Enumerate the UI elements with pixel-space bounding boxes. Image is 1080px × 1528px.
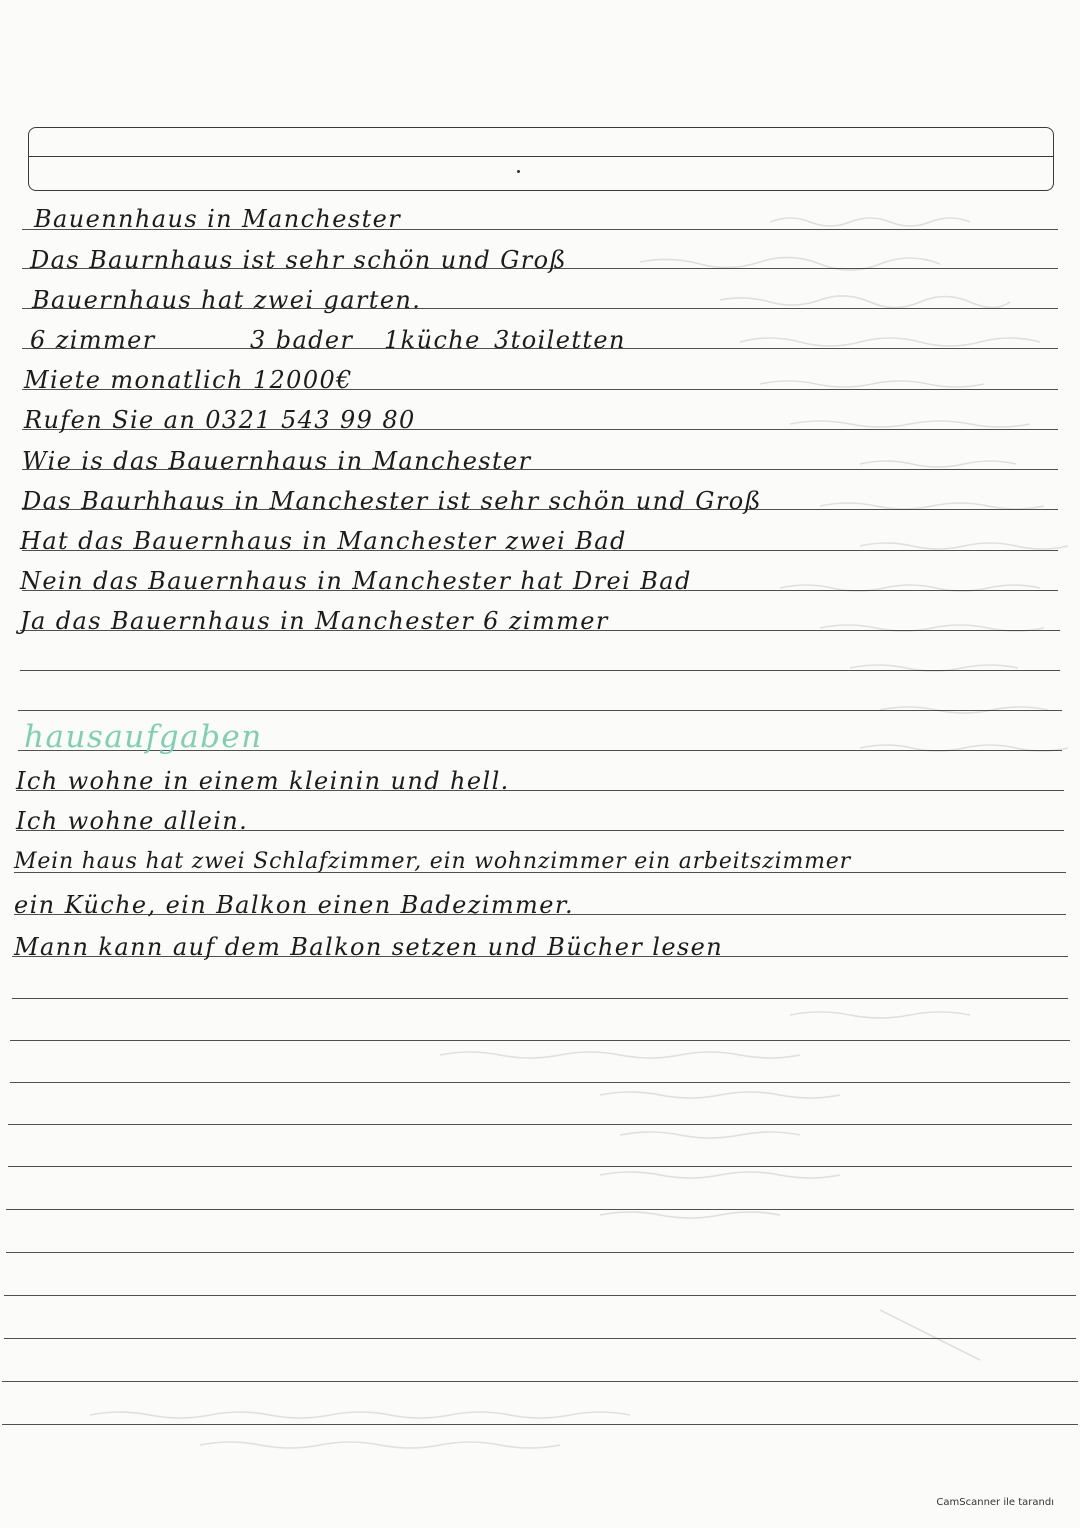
handwritten-line: Wie is das Bauernhaus in Manchester <box>22 447 532 475</box>
ruled-line <box>6 1209 1074 1210</box>
ruled-line <box>4 1295 1076 1296</box>
ruled-line <box>10 1082 1070 1083</box>
ruled-line <box>2 1381 1078 1382</box>
handwritten-line: Nein das Bauernhaus in Manchester hat Drei Bad <box>20 567 692 595</box>
ruled-line <box>18 710 1062 711</box>
handwritten-line: 1küche <box>384 326 481 354</box>
handwritten-line: Hat das Bauernhaus in Manchester zwei Bad <box>20 527 627 555</box>
homework-line: Ich wohne allein. <box>16 807 249 835</box>
ruled-line <box>2 1424 1078 1425</box>
handwritten-line: Das Baurnhaus ist sehr schön und Groß <box>30 246 567 274</box>
homework-heading: hausaufgaben <box>24 719 263 755</box>
header-divider <box>29 156 1053 157</box>
ruled-line <box>12 998 1068 999</box>
ruled-line <box>4 1338 1076 1339</box>
header-box <box>28 127 1054 191</box>
handwritten-line: 6 zimmer <box>30 326 156 354</box>
ruled-line <box>10 1040 1070 1041</box>
homework-line: Ich wohne in einem kleinin und hell. <box>16 767 510 795</box>
homework-line: Mein haus hat zwei Schlafzimmer, ein wohnzimmer ein arbeitszimmer <box>14 849 851 874</box>
handwritten-line: 3toiletten <box>494 326 626 354</box>
handwritten-line: Bauernhaus hat zwei garten. <box>32 286 422 314</box>
ruled-line <box>8 1124 1072 1125</box>
ruled-line <box>8 1166 1072 1167</box>
handwritten-line: Das Baurhhaus in Manchester ist sehr schön und Groß <box>22 487 762 515</box>
ruled-line <box>20 670 1060 671</box>
header-dot <box>517 170 520 173</box>
handwritten-line: Rufen Sie an 0321 543 99 80 <box>24 406 416 434</box>
homework-line: ein Küche, ein Balkon einen Badezimmer. <box>14 891 575 919</box>
handwritten-line: 3 bader <box>250 326 354 354</box>
handwritten-line: Ja das Bauernhaus in Manchester 6 zimmer <box>20 607 609 635</box>
handwritten-line: Bauennhaus in Manchester <box>34 205 402 233</box>
scanner-watermark: CamScanner ile tarandı <box>936 1497 1054 1508</box>
ruled-line <box>6 1252 1074 1253</box>
homework-line: Mann kann auf dem Balkon setzen und Bücher lesen <box>14 933 724 961</box>
handwritten-line: Miete monatlich 12000€ <box>24 366 353 394</box>
